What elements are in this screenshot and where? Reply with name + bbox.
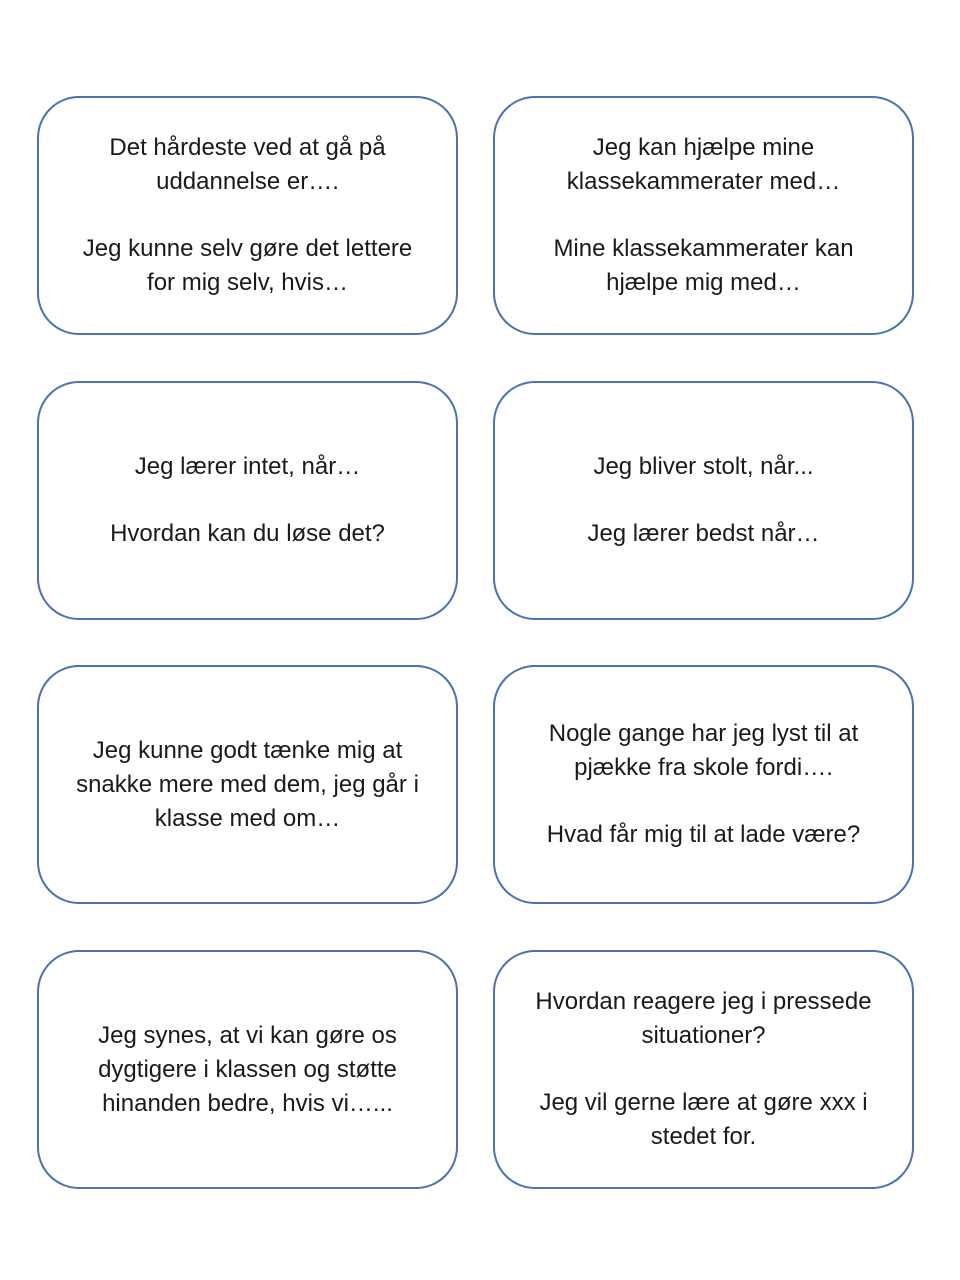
question-card-6 xyxy=(493,665,914,904)
card-text: Mine klassekammerater kan hjælpe mig med… xyxy=(553,235,854,296)
card-text: Jeg bliver stolt, når... xyxy=(593,453,814,480)
card-text: Nogle gange har jeg lyst til at pjække fra skole fordi…. xyxy=(548,720,859,781)
card-text: Jeg vil gerne lære at gøre xxx i stedet for. xyxy=(539,1089,868,1150)
question-card-8 xyxy=(493,950,914,1189)
card-text: Det hårdeste ved at gå på uddannelse er…. xyxy=(109,134,386,195)
card-text: Hvordan reagere jeg i pressede situationer? xyxy=(535,988,872,1049)
card-text: Jeg lærer bedst når… xyxy=(587,520,820,547)
card-text: Hvordan kan du løse det? xyxy=(110,520,385,547)
question-card-7 xyxy=(37,950,458,1189)
question-card-3 xyxy=(37,381,458,620)
card-text: Jeg lærer intet, når… xyxy=(134,453,361,480)
question-card-2 xyxy=(493,96,914,335)
card-text: Jeg kunne godt tænke mig at snakke mere med dem, jeg går i klasse med om… xyxy=(76,736,419,832)
question-card-1 xyxy=(37,96,458,335)
card-text: Jeg kunne selv gøre det lettere for mig selv, hvis… xyxy=(82,235,413,296)
card-text: Hvad får mig til at lade være? xyxy=(546,821,861,848)
question-card-5 xyxy=(37,665,458,904)
card-text: Jeg synes, at vi kan gøre os dygtigere i klassen og støtte hinanden bedre, hvis vi…... xyxy=(98,1021,397,1117)
question-card-4 xyxy=(493,381,914,620)
card-text: Jeg kan hjælpe mine klassekammerater med… xyxy=(566,134,841,195)
